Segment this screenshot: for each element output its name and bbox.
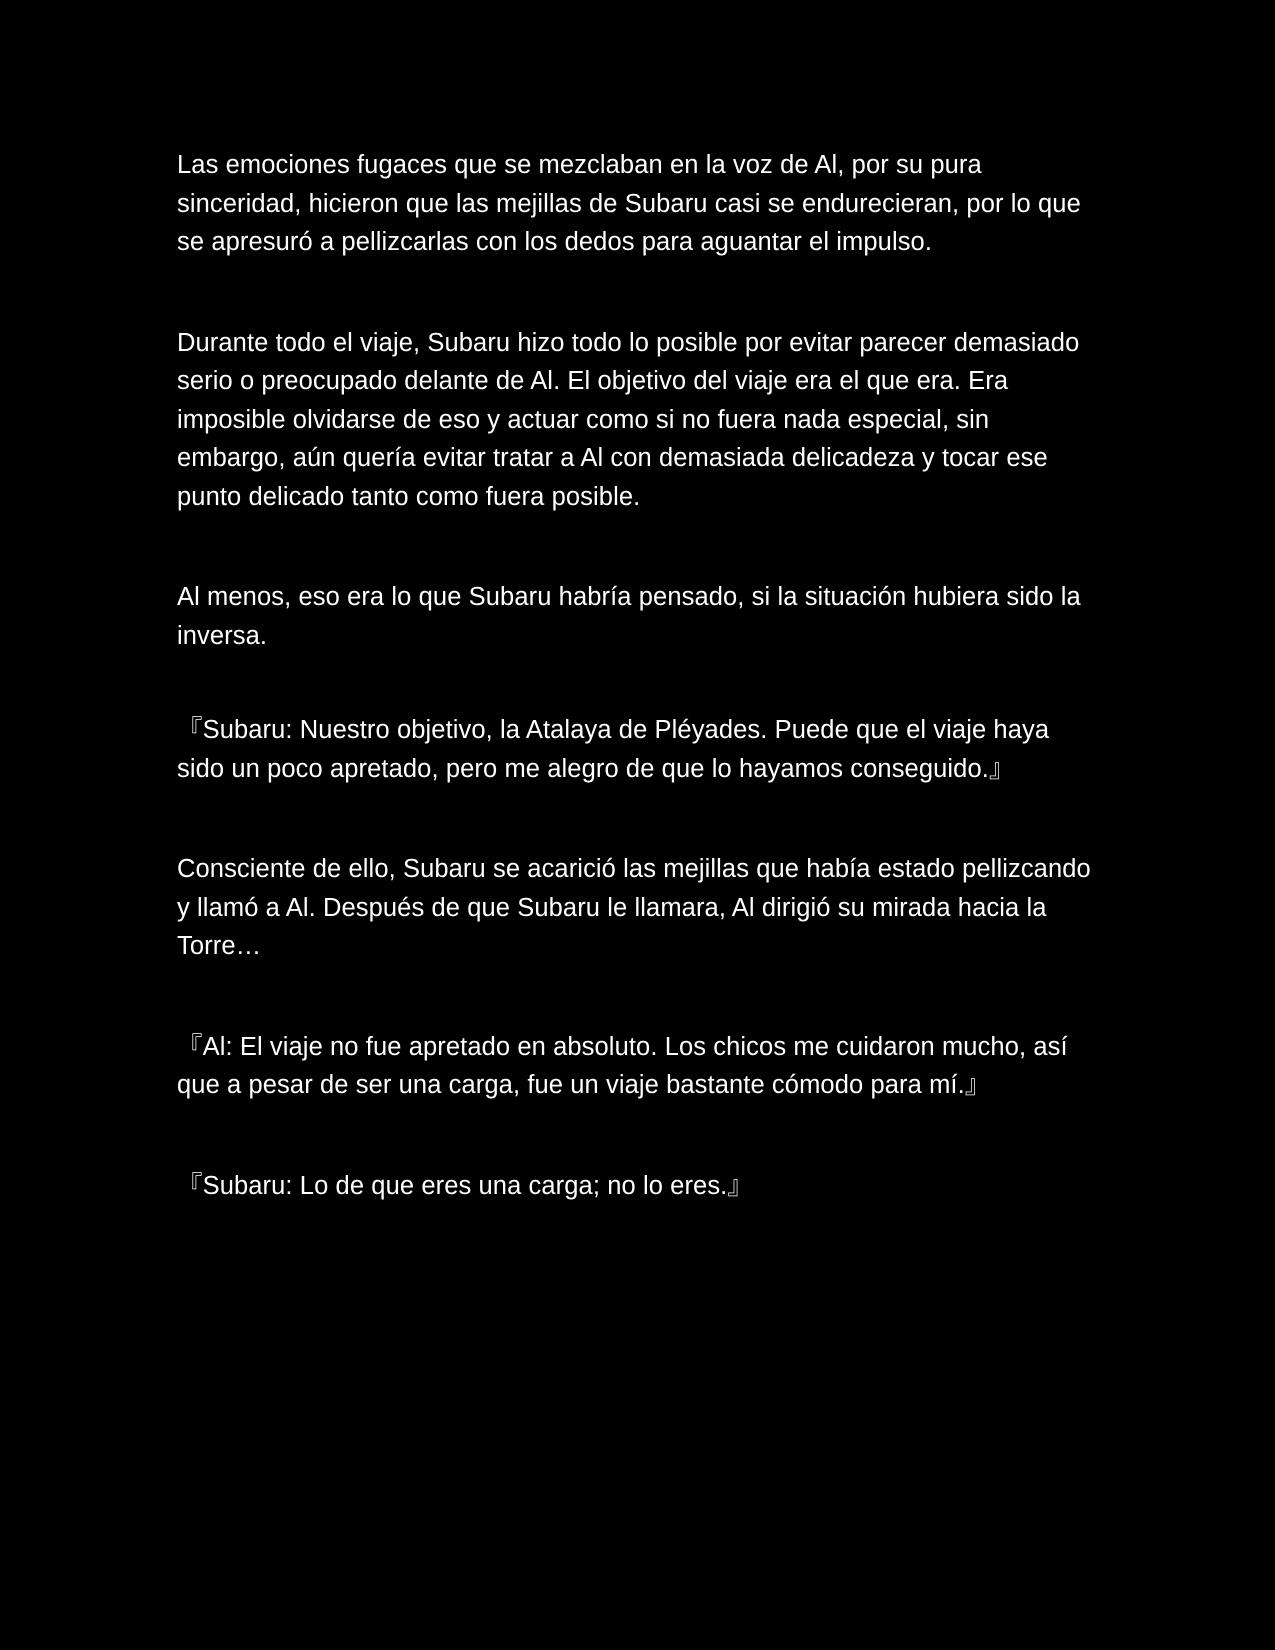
dialogue-subaru-2: 『Subaru: Lo de que eres una carga; no lo eres.』 <box>177 1171 753 1200</box>
dialogue-subaru-1: 『Subaru: Nuestro objetivo, la Atalaya de Pléyades. Puede que el viaje haya sido un poco apretado, pero me alegro de que lo hayamos conseguido.』 <box>177 716 1050 783</box>
dialogue-al-1: 『Al: El viaje no fue apretado en absoluto. Los chicos me cuidaron mucho, así que a pesar de ser una carga, fue un viaje bastante cómodo para mí.』 <box>177 1032 1068 1099</box>
paragraph-narration-2: Durante todo el viaje, Subaru hizo todo lo posible por evitar parecer demasiado serio o preocupado delante de Al. El objetivo del viaje era el que era. Era imposible olvidarse de eso y actuar como si no fuera nada especial, sin embargo, aún quería evitar tratar a Al con demasiada delicadeza y tocar ese punto delicado tanto como fuera posible. <box>177 328 1080 511</box>
text-column <box>177 146 1097 1205</box>
paragraph-narration-4: Consciente de ello, Subaru se acarició las mejillas que había estado pellizcando y llamó a Al. Después de que Subaru le llamara, Al dirigió su mirada hacia la Torre… <box>177 855 1091 960</box>
paragraph-narration-1: Las emociones fugaces que se mezclaban en la voz de Al, por su pura sinceridad, hicieron que las mejillas de Subaru casi se endurecieran, por lo que se apresuró a pellizcarlas con los dedos para aguantar el impulso. <box>177 151 1081 256</box>
paragraph-narration-3: Al menos, eso era lo que Subaru habría pensado, si la situación hubiera sido la inversa. <box>177 583 1081 650</box>
